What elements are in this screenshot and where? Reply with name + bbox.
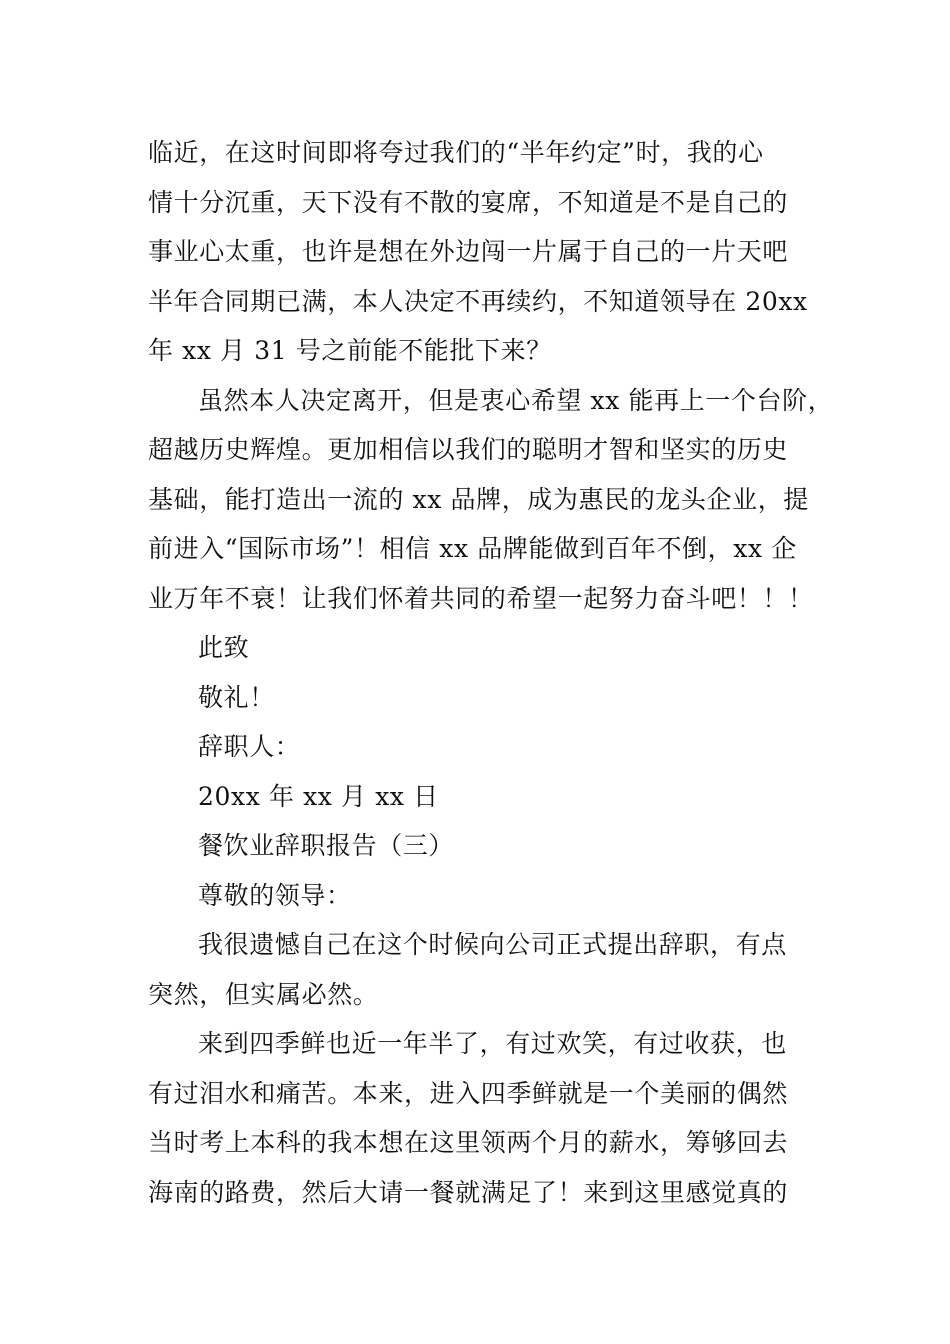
- text-line: 尊敬的领导：: [198, 880, 352, 910]
- text-line: 情十分沉重，天下没有不散的宴席，不知道是不是自己的: [148, 187, 789, 217]
- text-line: 半年合同期已满，本人决定不再续约，不知道领导在 20xx: [148, 286, 808, 316]
- document-body: [148, 128, 834, 1217]
- text-line: 辞职人：: [198, 732, 301, 761]
- text-line: 业万年不衰！让我们怀着共同的希望一起努力奋斗吧！！！: [148, 583, 814, 613]
- text-line: 临近，在这时间即将夸过我们的“半年约定”时，我的心: [148, 138, 764, 167]
- text-line: 虽然本人决定离开，但是衷心希望 xx 能再上一个台阶，: [198, 385, 834, 415]
- section-heading: [148, 821, 808, 871]
- text-line: 超越历史辉煌。更加相信以我们的聪明才智和坚实的历史: [148, 435, 789, 464]
- closing-salutation: [148, 623, 808, 673]
- text-line: 我很遗憾自己在这个时候向公司正式提出辞职，有点: [198, 930, 787, 959]
- text-line: 年 xx 月 31 号之前能不能批下来？: [148, 336, 552, 365]
- paragraph-3: [148, 920, 808, 1019]
- text-line: 基础，能打造出一流的 xx 品牌，成为惠民的龙头企业，提: [148, 484, 809, 514]
- text-line: 来到四季鲜也近一年半了，有过欢笑，有过收获，也: [198, 1029, 787, 1058]
- text-line: 此致: [198, 633, 250, 662]
- paragraph-2: [148, 376, 834, 624]
- signer-label: [148, 722, 808, 772]
- text-line: 海南的路费，然后大请一餐就满足了！来到这里感觉真的: [148, 1177, 789, 1207]
- text-line: 突然，但实属必然。: [148, 979, 379, 1009]
- paragraph-4: [148, 1019, 808, 1217]
- paragraph-1: [148, 128, 808, 376]
- text-line: 敬礼！: [198, 682, 275, 712]
- text-line: 餐饮业辞职报告（三）: [198, 831, 455, 860]
- text-line: 事业心太重，也许是想在外边闯一片属于自己的一片天吧: [148, 237, 789, 266]
- text-line: 有过泪水和痛苦。本来，进入四季鲜就是一个美丽的偶然: [148, 1078, 789, 1108]
- signature-date: [148, 772, 808, 822]
- closing-regards: [148, 673, 808, 723]
- greeting: [148, 871, 808, 921]
- text-line: 前进入“国际市场”！相信 xx 品牌能做到百年不倒，xx 企: [148, 534, 797, 563]
- text-line: 当时考上本科的我本想在这里领两个月的薪水，筹够回去: [148, 1128, 789, 1157]
- text-line: 20xx 年 xx 月 xx 日: [198, 781, 439, 811]
